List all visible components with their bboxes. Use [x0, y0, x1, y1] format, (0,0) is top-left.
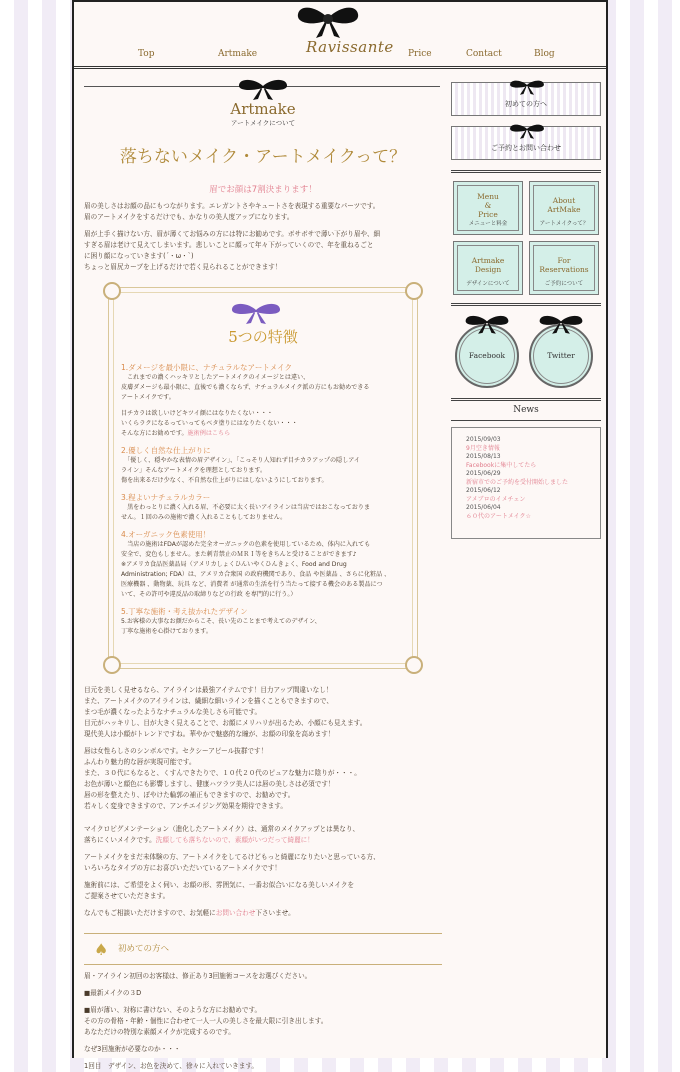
button-label: ご予約とお問い合わせ	[491, 144, 561, 152]
intro-line: 眉のアートメイクをするだけでも、かなりの美人度アップになります。	[84, 213, 294, 221]
features-box	[108, 287, 418, 669]
features-title: 5つの特徴	[228, 328, 298, 346]
body-line: ご提案させていただきます。	[84, 892, 170, 900]
nav-top[interactable]: Top	[138, 49, 155, 59]
body-line: 現代美人は小顔がトレンドですね。華やかで魅惑的な瞳が、お顔の印象を高めます！	[84, 730, 335, 738]
news-date: 2015/08/13	[466, 453, 501, 460]
intro-line: ちょっと眉尻カーブを上げるだけで若く見られることができます！	[84, 263, 282, 271]
nav-price[interactable]: Price	[408, 49, 432, 59]
features-list	[121, 356, 407, 637]
tile-title: Menu & Price	[477, 192, 499, 219]
body-line: 唇の形を整えたり、ぼやけた輪郭の補正もできますので、お勧めです。	[84, 791, 295, 799]
news-date: 2015/06/12	[466, 487, 501, 494]
body-line: 施術前には、ご希望をよく伺い、お顔の形、雰囲気に、一番お似合いになる美しいメイクを	[84, 881, 355, 889]
news-item-link[interactable]: ６０代のアートメイク☆	[466, 513, 531, 520]
body-line: ■最新メイクの３D	[84, 989, 142, 997]
feature-text: せん。１回のみの施術で濃く入れることもしておりません。	[121, 514, 287, 521]
feature-text: 目チカラは欲しいけどキツイ顔にはなりたくない・・・	[121, 410, 273, 417]
feature-text: そんな方にお勧めです。施術例はこちら	[121, 430, 231, 437]
sidebar	[451, 76, 601, 539]
ribbon-bow-icon	[463, 314, 511, 334]
tile-menu-price[interactable]	[453, 181, 523, 235]
ornament-corner	[405, 282, 423, 300]
feature-text: 皮膚ダメージも最小限に、直後でも濃くならず、ナチュラルメイク派の方にもお勧めできる	[121, 384, 370, 391]
feature-text: 安全で、変色もしません。また刺青禁止のＭＲＩ等をきちんと受けることができます♪	[121, 551, 357, 558]
feature-text: 5.お客様の大事なお顔だからこそ、長い先のことまで考えてのデザイン、	[121, 618, 321, 625]
body-line: 唇は女性らしさのシンボルです。セクシーアピール抜群です！	[84, 747, 268, 755]
first-time-button[interactable]	[451, 82, 601, 116]
feature-text: 当店の施術はFDAが認めた完全オーガニックの色素を使用しているため、体内に入れても	[121, 541, 371, 548]
purple-bow-icon	[229, 302, 283, 324]
feature-text: 黒をわっとりに濃く入れる眉、不必要に太く長いアイラインは当店ではおこなっておりま	[121, 504, 371, 511]
body-line: また、アートメイクのアイラインは、繊細な細いラインを描くこともできますので、	[84, 697, 333, 705]
intro-line: に困り顔になっていきます(´・ω・`)	[84, 252, 194, 260]
button-label: 初めての方へ	[505, 100, 547, 108]
news-list	[451, 427, 601, 539]
facebook-label: Facebook	[468, 351, 506, 360]
tile-subtitle: メニューと料金	[468, 221, 508, 227]
nav-contact[interactable]: Contact	[466, 49, 502, 59]
tile-title: About ArtMake	[547, 196, 581, 214]
section-title-jp: アートメイクについて	[230, 119, 296, 127]
intro-line: すぎる眉は老けて見えてしまいます。悲しいことに顔って年々下がっていくので、年を重ねるごと	[84, 241, 374, 249]
social-links	[451, 314, 601, 384]
feature-heading: 3.程よいナチュラルカラー	[121, 493, 211, 502]
feature-text: アートメイクです。	[121, 394, 175, 401]
feature-text: 傷を出来るだけ少なく、不自然な仕上がりにはしないようにしております。	[121, 477, 328, 484]
feature-heading: 1.ダメージを最小限に、ナチュラルなアートメイク	[121, 363, 292, 372]
body-line: ■眉が薄い、対称に書けない、そのような方にお勧めです。	[84, 1006, 262, 1014]
divider	[451, 303, 601, 306]
body-line: その方の骨格・年齢・個性に合わせて一人一人の美しさを最大限に引き出します。	[84, 1017, 328, 1025]
intro-line: 眉が上手く描けない方、眉が薄くてお悩みの方には特にお勧めです。ボサボサで薄い下がり眉や、細	[84, 230, 381, 238]
site-logo[interactable]: Ravissante	[306, 38, 394, 56]
twitter-button[interactable]	[529, 324, 593, 388]
ornament-corner	[405, 656, 423, 674]
examples-link[interactable]: 施術例はこちら	[187, 430, 231, 437]
news-date: 2015/09/03	[466, 436, 501, 443]
news-date: 2015/06/04	[466, 504, 501, 511]
first-time-heading	[84, 933, 442, 965]
body-line: あなただけの特別な素顔メイクが完成するのです。	[84, 1028, 235, 1036]
body-line: まつ毛が濃くなったようなナチュラルな美しさも可能です。	[84, 708, 262, 716]
body-line: 落ちにくいメイクです。洗顔しても落ちないので、素顔がいつだって綺麗に！	[84, 836, 314, 844]
feature-note: いて、その許可や違反品の取締りなどの行政 を専門的に行う。）	[121, 591, 297, 598]
body-line: なぜ3回施術が必要なのか・・・	[84, 1045, 181, 1053]
feature-text: これまでの濃くハッキリとしたアートメイクのイメージとは違い、	[121, 374, 310, 381]
intro-line: 眉の美しさはお顔の品にもつながります。エレガントさやキュートさを表現する重要なパーツです。	[84, 202, 380, 210]
highlight-text: 眉でお顔は7割決まります！	[209, 185, 317, 195]
feature-text: いくらラクになるっていってもベタ塗りにはなりたくない・・・	[121, 420, 298, 427]
first-time-title: 初めての方へ	[118, 944, 170, 954]
tile-subtitle: ご予約について	[544, 281, 584, 287]
main-content	[84, 76, 442, 1072]
feature-note: ※アメリカ食品医薬品局（アメリカしょくひんいやくひんきょく、Food and Drug	[121, 561, 347, 568]
tile-subtitle: デザインについて	[466, 281, 510, 287]
body-line: いろいろなタイプの方にお喜びいただいているアートメイクです！	[84, 864, 281, 872]
feature-text: 丁寧な施術を心掛けております。	[121, 628, 212, 635]
tile-about-artmake[interactable]	[529, 181, 599, 235]
tile-artmake-design[interactable]	[453, 241, 523, 295]
news-item-link[interactable]: Facebookに集中してたら	[466, 462, 537, 469]
page-title: 落ちないメイク・アートメイクって？	[119, 147, 407, 167]
feature-text: ライン」そんなアートメイクを理想としております。	[121, 467, 267, 474]
ribbon-bow-icon	[236, 78, 290, 100]
body-line: 目元を美しく見せるなら、アイラインは最強アイテムです！目力アップ間違いなし！	[84, 686, 333, 694]
body-line: マイクロピグメンテーション（進化したアートメイク）は、通常のメイクアップとは異なり、	[84, 825, 360, 833]
ribbon-bow-icon	[508, 123, 546, 139]
facebook-button[interactable]	[455, 324, 519, 388]
contact-link[interactable]: お問い合わせ	[215, 909, 256, 917]
spade-icon: ♠	[94, 940, 109, 959]
body-text	[84, 685, 442, 919]
tile-reservations[interactable]	[529, 241, 599, 295]
ornament-corner	[103, 282, 121, 300]
first-time-body	[84, 971, 442, 1072]
divider	[451, 170, 601, 173]
tile-title: For Reservations	[539, 256, 589, 274]
news-title: News	[451, 398, 601, 421]
menu-tiles	[451, 181, 601, 295]
feature-heading: 4.オーガニック色素使用！	[121, 530, 211, 539]
body-line: 目元がハッキリし、目が大きく見えることで、お顔にメリハリが出るため、小顔にも見えます。	[84, 719, 367, 727]
tile-subtitle: アートメイクって？	[539, 221, 589, 227]
page-frame	[72, 0, 608, 1070]
body-line: ふんわり魅力的な唇が実現可能です。	[84, 758, 196, 766]
news-item-link[interactable]: 新宿市でのご予約を受付開始しました	[466, 479, 569, 486]
body-line: お色が薄いと顔色にも影響しますし、健康ハツラツ美人には唇の美しさは必須です！	[84, 780, 335, 788]
feature-note: Administration; FDA）は、アメリカ合衆国 の政府機関であり、食品 や医薬品 、さらに化粧品 、	[121, 571, 391, 578]
feature-note: 医療機器 、動物薬、玩具 など、消費者 が通常の生活を行う当たって接する機会のある製品につ	[121, 581, 383, 588]
site-header	[74, 0, 606, 69]
body-line: 若々しく変身できますので、アンチエイジング効果を期待できます。	[84, 802, 287, 810]
ribbon-bow-icon	[294, 4, 362, 38]
ribbon-bow-icon	[508, 79, 546, 95]
body-line: また、３０代にもなると、くすんできたりで、１０代２０代のピュアな魅力に陰りが・・・。	[84, 769, 361, 777]
section-title-en: Artmake	[230, 100, 296, 118]
body-line: 1回目 デザイン、お色を決めて、徐々に入れていきます。	[84, 1062, 258, 1070]
nav-blog[interactable]: Blog	[534, 49, 555, 59]
ornament-corner	[103, 656, 121, 674]
reservation-contact-button[interactable]	[451, 126, 601, 160]
ribbon-bow-icon	[537, 314, 585, 334]
feature-heading: 5.丁寧な施術・考え抜かれたデザイン	[121, 607, 248, 616]
feature-heading: 2.優しく自然な仕上がりに	[121, 446, 211, 455]
body-line: なんでもご相談いただけますので、お気軽にお問い合わせ下さいませ。	[84, 909, 295, 917]
nav-artmake[interactable]: Artmake	[218, 49, 258, 59]
news-item-link[interactable]: アメブロのイメチェン	[466, 496, 526, 503]
body-line: アートメイクをまだ未体験の方、アートメイクをしてるけどもっと綺麗になりたいと思っている方、	[84, 853, 380, 861]
news-item-link[interactable]: 9月空き情報	[466, 445, 500, 452]
twitter-label: Twitter	[547, 351, 575, 360]
body-line: 眉・アイライン初回のお客様は、修正あり3回施術コースをお選びください。	[84, 972, 312, 980]
feature-text: 「優しく、穏やかな表情の眉デザイン」、「こっそり人知れず目チカラアップの隠しアイ	[121, 457, 360, 464]
section-heading	[84, 76, 442, 136]
news-date: 2015/06/29	[466, 470, 501, 477]
tile-title: Artmake Design	[471, 256, 505, 274]
